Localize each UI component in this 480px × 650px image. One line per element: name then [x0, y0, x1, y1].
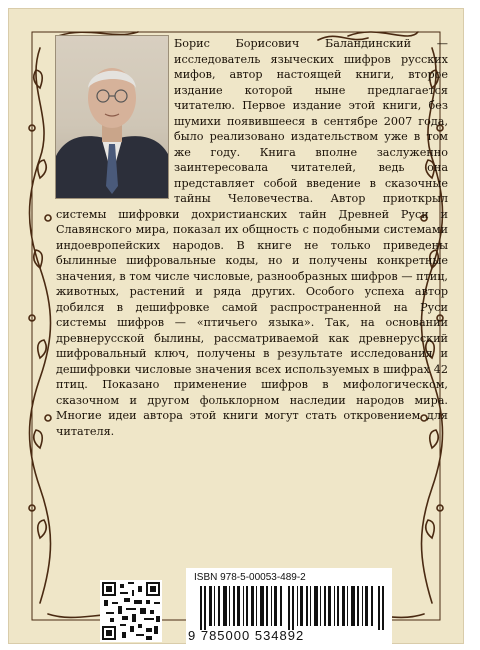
barcode-bars [200, 586, 384, 630]
author-bio: Борис Борисович Баландинский — исследователь языческих шифров русских мифов, автор настоящей книги, второе издание которой ныне предлагается читателю. Первое издание этой книги, без шумихи появившееся в сентябре 2007 года, было реализовано издательством уже в том же году. Книга вполне заслуженно заинтересовала читателей, ведь она представляет собой введение в сказочные тайны Человечества. Автор приоткрыл системы шифровки дохристианских тайн Древней Руси и Славянского мира, показал их общность с подобными системами индоевропейских народов. В книге не только приведены былинные шифровальные коды, но и получены конкретные значения, в том числе числовые, разнообразных шифров — птиц, животных, растений и ряда других. Особого успеха автор добился в дешифровке самой распространенной на Руси системы шифров — «птичьего языка». Так, на основании древнерусской былины, рассматриваемой как древнерусский шифровальный ключ, получены в результате исследования и дешифровки числовые значения всех используемых в шифрах 42 птиц. Показано применение шифров в мифологическом, сказочном и другом фольклорном наследии народов мира. Многие идеи автора этой книги могут стать откровением для читателя. [56, 37, 448, 438]
qr-code [100, 580, 162, 642]
book-back-cover [8, 8, 464, 644]
photo-spacer [56, 36, 174, 202]
author-bio-text [56, 36, 448, 506]
isbn-label: ISBN 978-5-00053-489-2 [194, 572, 306, 583]
isbn-barcode [186, 568, 392, 646]
ean-digits: 9 785000 534892 [188, 628, 305, 643]
barcode-area [96, 568, 406, 648]
